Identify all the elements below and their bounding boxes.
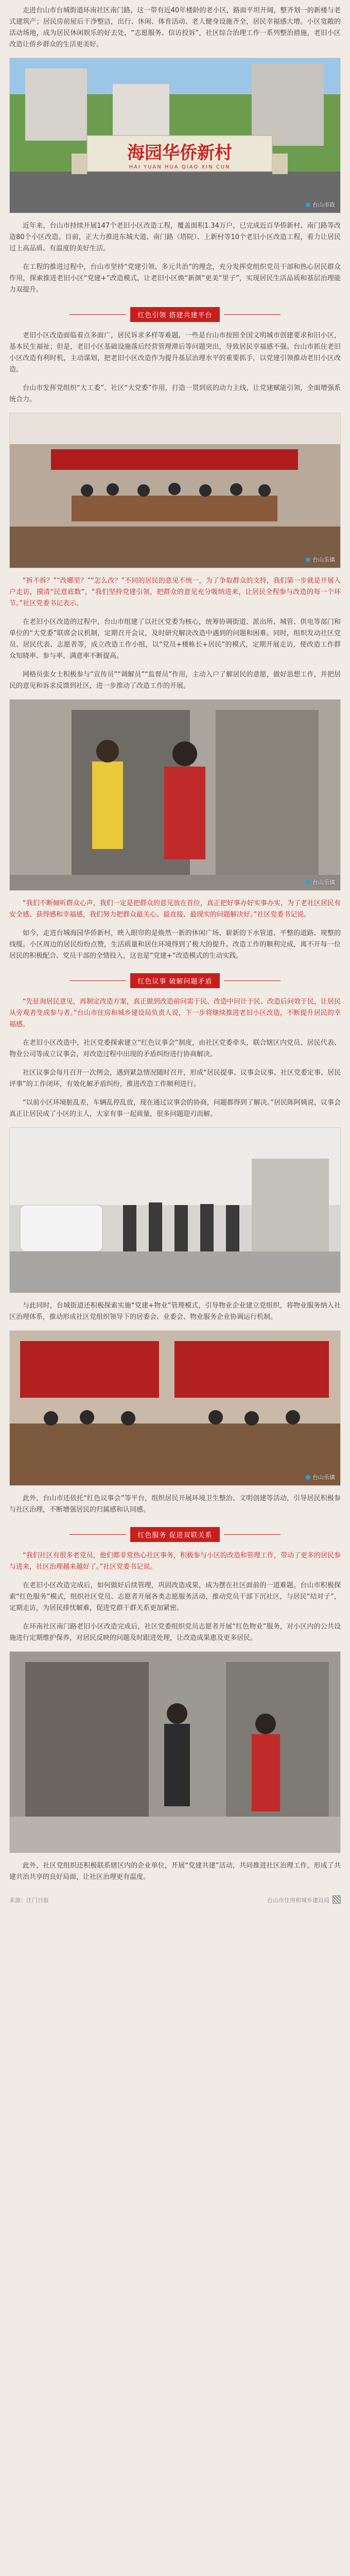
section-title-1: 红色引领 搭建共建平台 — [130, 307, 219, 322]
section-header-3 — [0, 1527, 350, 1542]
paragraph-6: 在老旧小区改造的过程中，台山市组建了以社区党委为核心，统筹协调街道、派出所、城管、供电等部门和单位的“大党委”联席会议机制，定期召开会议，及时研究解决改造中遇到的问题和困难。同时，组织发动社区党员、居民代表、志愿者等，成立改造工作小组，以“党员+楼栋长+居民”的模式，定期开展走访，使改造工作群众知晓率、参与率、满意率不断提高。 — [9, 618, 341, 660]
inspection-photo — [9, 1127, 341, 1293]
paragraph-9: 如今，走进台城海园华侨新村，映入眼帘的是焕然一新的休闲广场、崭新的下水管道、平整的道路、规整的线缆。小区周边的居民纷纷点赞，生活质量和居住环境得到了极大的提升。改造工作的顺利完成，离不开每一位居民的积极配合、党员干部的全情投入，这也是“党建+”改造模式的生动实践。 — [9, 929, 341, 960]
intro-paragraph: 走进台山市台城街道环南社区南门路，这一带有近40年楼龄的老小区，路面平坦开阔，整齐划一的新楼与老式建筑产；居民房前屋后干净整洁，出行、休闲、体育活动、老人健身设施齐全，居民幸福感大增。小区宽敞的活动场地，成为居民休闲娱乐的好去处，“志愿服务、信访投诉”，社区综合治理工作一系列整治措施，老旧小区改造让侨乡群众的生活更美好。 — [9, 7, 341, 48]
paragraph-11: 在老旧小区改造中，社区党委探索建立“红色议事会”制度，由社区党委牵头，联合辖区内党员、居民代表、物业公司等成立议事会，对改造过程中出现的矛盾纠纷进行协商解决。 — [9, 1039, 341, 1058]
section-rule-left — [69, 314, 126, 315]
section-rule-left — [69, 980, 126, 981]
door-visit-illustration — [10, 700, 340, 890]
paragraph-16-quote: “我们社区有很多老党员，他们都非常热心社区事务，积极参与小区的改造和管理工作，带动了更多的居民参与进来，社区治理越来越好了。”社区党委书记说。 — [9, 1552, 341, 1571]
watermark-logo-icon — [306, 1475, 310, 1480]
footer-publisher: 台山市住房和城乡建设局 — [267, 1895, 341, 1904]
paragraph-7: 网格员张女士积极参与“宣传员”“调解员”“监督员”作用，主动入户了解居民的意愿，做好思想工作，并把居民的意见和诉求反馈到社区，进一步推动了改造工作的开展。 — [9, 671, 341, 690]
panel-photo — [9, 1330, 341, 1486]
banner-illustration — [10, 58, 340, 213]
section-rule-right — [224, 980, 281, 981]
banner-sign-text: 海园华侨新村 — [127, 143, 232, 163]
paragraph-13: “以前小区环境脏乱差，车辆乱停乱放，现在通过议事会的协商，问题都得到了解决。”居民陈阿姨说，议事会真正让居民成了小区的主人，大家有事一起商量，很多问题迎刃而解。 — [9, 1099, 341, 1118]
section-rule-left — [69, 1534, 126, 1535]
banner-photo — [9, 58, 341, 213]
paragraph-1: 近年来，台山市持续开展147个老旧小区改造工程，覆盖面积1.34万户，已完成近百华侨新村、南门路等改造80个小区改造。目前，正大力推进东城大道、南门路（塔院）、上新村等10个老旧小区改造工程，着力让居民过上高品质、有温度的美好生活。 — [9, 222, 341, 252]
section-header-2 — [0, 973, 350, 988]
meeting-illustration — [10, 413, 340, 568]
inspection-illustration — [10, 1128, 340, 1293]
meeting-watermark: 台山乐镇 — [306, 555, 335, 564]
paragraph-10-quote: “先征询居民意见，再制定改造方案，真正做到改造前问需于民、改造中问计于民、改造后问效于民，让居民从旁观者变成参与者。”台山市住房和城乡建设局负责人说，下一步将继续推进老旧小区改造，不断提升居民的幸福感。 — [9, 998, 341, 1028]
door-visit-watermark: 台山乐镇 — [306, 878, 335, 886]
paragraph-18: 在环南社区南门路老旧小区改造完成后，社区党委组织党员志愿者开展“红色物业”服务，对小区内的公共设施进行定期维护保养，对居民反映的问题及时跟进处理，让改造成果惠及更多居民。 — [9, 1623, 341, 1642]
paragraph-12: 社区议事会每月召开一次例会，遇到紧急情况随时召开，形成“居民提事、议事会议事、社区党委定事、居民评事”的工作闭环，有效化解矛盾纠纷，推进改造工作顺利进行。 — [9, 1069, 341, 1088]
paragraph-15: 此外，台山市还依托“红色议事会”等平台，组织居民开展环境卫生整治、文明创建等活动，引导居民积极参与社区治理，不断增强居民的归属感和认同感。 — [9, 1495, 341, 1514]
banner-watermark: 台山市政 — [306, 200, 335, 209]
meeting-photo — [9, 413, 341, 568]
section-title-2: 红色议事 破解问题矛盾 — [130, 973, 219, 988]
paragraph-5-quote: “拆不拆？”“改哪里？”“怎么改？”不同的居民的意见不统一，为了争取群众的支持，我们第一步就是开展入户走访，摸清“民意底数”，“我们坚持党建引领，把群众的意见充分吸纳进来，让居民全程参与改造的每一个环节。”社区党委书记表示。 — [9, 577, 341, 607]
panel-watermark: 台山乐镇 — [306, 1473, 335, 1481]
cleanup-illustration — [10, 1652, 340, 1853]
section-title-3: 红色服务 促进双联关系 — [130, 1527, 219, 1542]
paragraph-17: 在老旧小区改造完成后，如何做好后续管理，巩固改造成果，成为摆在社区面前的一道难题。台山市积极探索“红色服务”模式，组织社区党员、志愿者开展各类志愿服务活动，推动党员干部下沉社区，与居民“结对子”，定期走访，为居民排忧解难，促进党群干群关系更加紧密。 — [9, 1582, 341, 1612]
paragraph-4: 台山市发挥党组织“大工委”、社区“大党委”作用，打造一贯到底的动力主线，让党建赋能引领，全面增强系统合力。 — [9, 384, 341, 403]
watermark-logo-icon — [306, 880, 310, 885]
paragraph-8-quote: “我们不断倾听群众心声，我们一定是把群众的意见放在首位，真正把好事办好实事办实，为了老社区居民有安全感、获得感和幸福感，我们努力把群众最关心、最直接、最现实的问题解决好。”社区党委书记说。 — [9, 900, 341, 919]
cleanup-photo — [9, 1651, 341, 1853]
panel-illustration — [10, 1331, 340, 1485]
watermark-logo-icon — [306, 202, 310, 207]
door-visit-photo — [9, 699, 341, 891]
paragraph-2: 在工程的推进过程中，台山市坚持“党建引领、多元共治”的理念，充分发挥党组织党员干部和热心居民群众作用，探索推进老旧小区“党建+”改造模式，让老旧小区焕“新颜”更美“里子”，实现居民生活品质和基层治理能力双提升。 — [9, 263, 341, 294]
section-header-1 — [0, 307, 350, 322]
section-rule-right — [224, 1534, 281, 1535]
paragraph-3: 老旧小区改造面临着点多面广，居民诉求多样等难题，一些是台山市按照全国文明城市创建要求和旧小区，基本民生福祉；但是，老旧小区基础设施落后经营管理滞后等问题突出，导致居民幸福感不强。台山市抓住老旧小区改造有利时机，主动谋划，把老旧小区改造作为提升基层治理水平的重要抓手，以党建引领推动老旧小区改造。 — [9, 332, 341, 374]
article-footer — [0, 1890, 350, 1911]
qr-code-icon — [332, 1895, 341, 1904]
paragraph-19: 此外，社区党组织还积极联系辖区内的企业单位，开展“党建共建”活动，共同推进社区治理工作，形成了共建共治共享的良好局面，让社区治理更有温度。 — [9, 1862, 341, 1881]
banner-sign-pinyin: HAI YUAN HUA QIAO XIN CUN — [129, 164, 231, 170]
watermark-logo-icon — [306, 557, 310, 562]
footer-source: 来源：江门日报 — [9, 1896, 49, 1904]
paragraph-14: 与此同时，台城街道还积极探索实施“党建+物业”管理模式，引导物业企业建立党组织，将物业服务纳入社区治理体系，推动形成社区党组织领导下的居委会、业委会、物业服务企业协调运行机制。 — [9, 1302, 341, 1321]
section-rule-right — [224, 314, 281, 315]
